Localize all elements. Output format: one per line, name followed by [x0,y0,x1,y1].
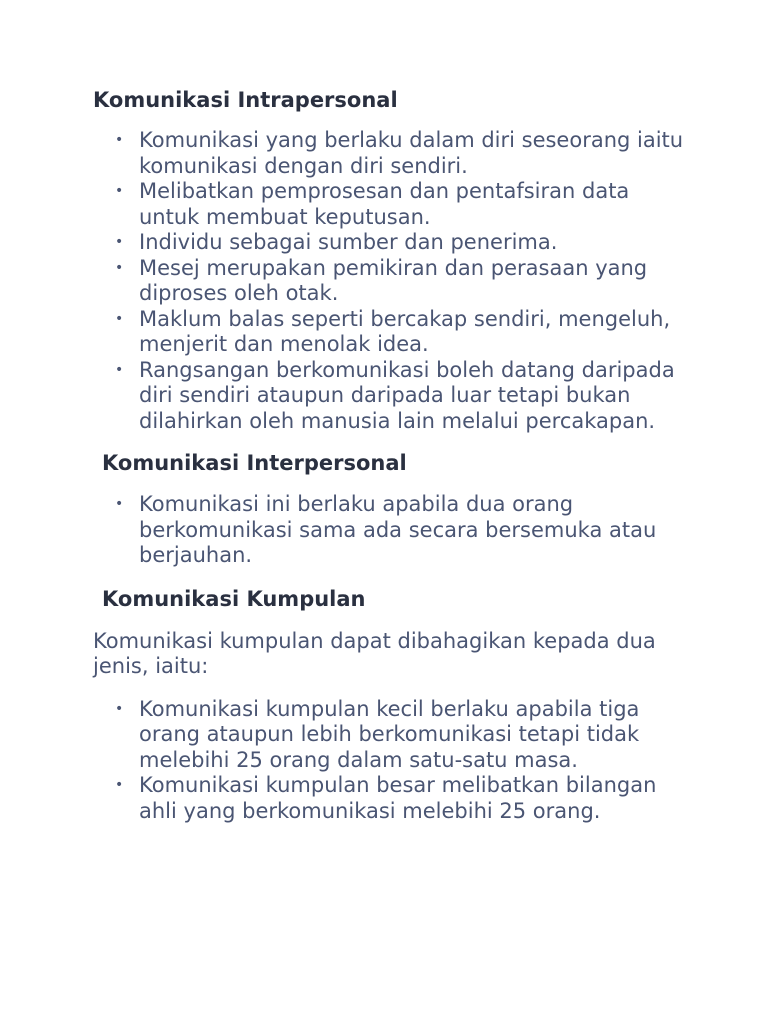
bullet-icon: • [115,183,124,199]
list-item [93,230,693,256]
list-item [93,179,693,230]
heading-komunikasi-intrapersonal: Komunikasi Intrapersonal [93,88,398,112]
list-item-text: Maklum balas seperti bercakap sendiri, mengeluh, menjerit dan menolak idea. [139,306,671,356]
list-item [93,697,693,774]
list-item [93,307,693,358]
list-item-text: Rangsangan berkomunikasi boleh datang daripada diri sendiri ataupun daripada luar tetapi bukan dilahirkan oleh manusia lain melalui percakapan. [139,357,675,433]
bullet-icon: • [115,361,124,378]
interpersonal-bullet-list [93,492,693,569]
bullet-icon: • [115,700,124,717]
bullet-icon: • [115,777,124,793]
bullet-icon: • [115,234,124,250]
list-item-text: Komunikasi ini berlaku apabila dua orang berkomunikasi sama ada secara bersemuka atau berjauhan. [139,492,657,567]
list-item-text: Komunikasi kumpulan besar melibatkan bilangan ahli yang berkomunikasi melebihi 25 orang. [139,773,657,823]
bullet-icon: • [115,259,124,276]
list-item [93,773,693,824]
kumpulan-intro-paragraph: Komunikasi kumpulan dapat dibahagikan kepada dua jenis, iaitu: [93,628,656,678]
list-item-text: Mesej merupakan pemikiran dan perasaan yang diproses oleh otak. [139,255,648,305]
intrapersonal-bullet-list [93,128,693,434]
bullet-icon: • [115,310,124,327]
list-item [93,256,693,307]
list-item [93,128,693,179]
list-item-text: Melibatkan pemprosesan dan pentafsiran data untuk membuat keputusan. [139,179,630,229]
list-item-text: Komunikasi yang berlaku dalam diri seseorang iaitu komunikasi dengan diri sendiri. [139,128,684,178]
list-item [93,492,693,569]
bullet-icon: • [115,132,124,148]
bullet-icon: • [115,496,124,512]
kumpulan-bullet-list [93,697,693,825]
document-page [93,86,693,824]
list-item-text: Individu sebagai sumber dan penerima. [139,230,558,254]
list-item [93,358,693,435]
heading-komunikasi-interpersonal: Komunikasi Interpersonal [102,451,407,475]
list-item-text: Komunikasi kumpulan kecil berlaku apabila tiga orang ataupun lebih berkomunikasi tetapi tidak melebihi 25 orang dalam satu-satu masa. [139,696,640,772]
heading-komunikasi-kumpulan: Komunikasi Kumpulan [102,586,366,611]
